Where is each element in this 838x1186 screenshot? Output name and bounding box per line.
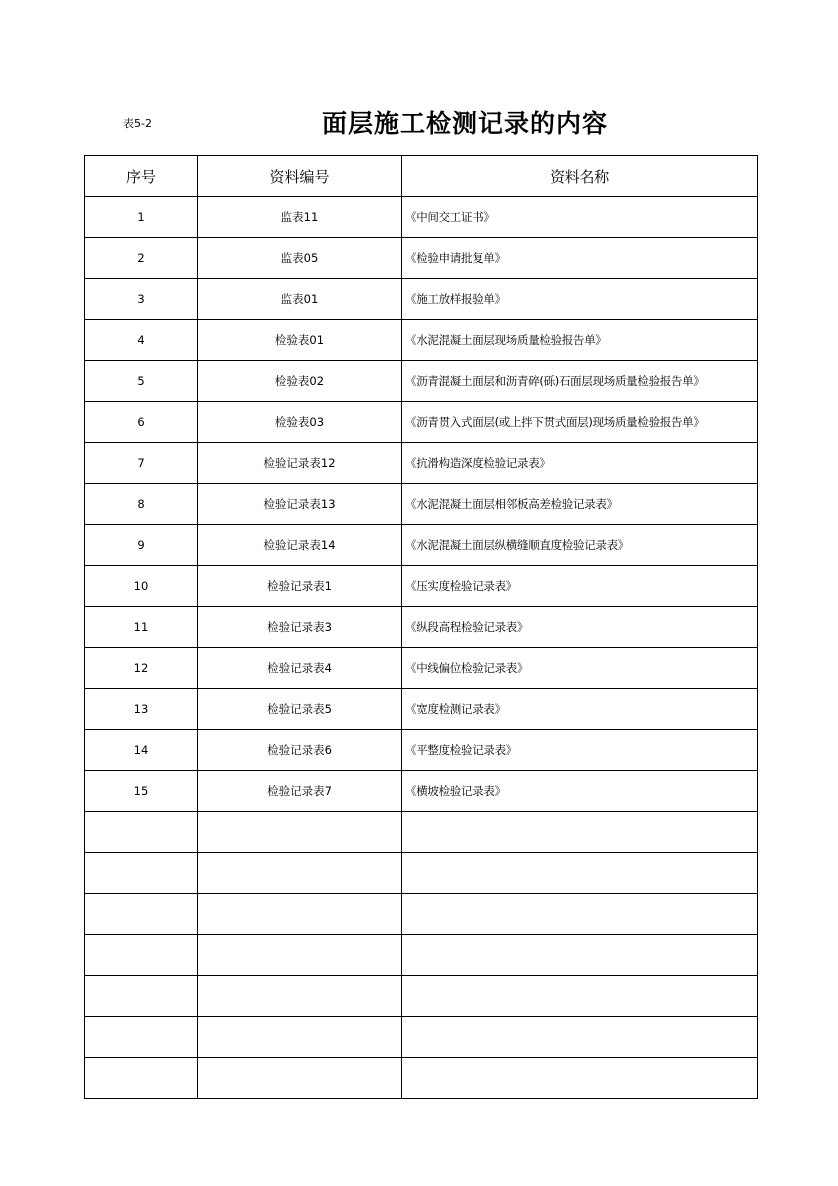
cell-serial: 2	[85, 238, 198, 279]
cell-doc-code: 检验记录表12	[198, 443, 402, 484]
cell-doc-code: 检验表01	[198, 320, 402, 361]
cell-doc-code: 检验记录表1	[198, 566, 402, 607]
table-body	[85, 197, 758, 1099]
cell-serial: 10	[85, 566, 198, 607]
cell-serial: 1	[85, 197, 198, 238]
cell-serial	[85, 1058, 198, 1099]
table-row	[85, 320, 758, 361]
table-row	[85, 1058, 758, 1099]
cell-doc-name: 《横坡检验记录表》	[402, 771, 758, 812]
cell-doc-code	[198, 812, 402, 853]
cell-serial: 7	[85, 443, 198, 484]
cell-serial: 4	[85, 320, 198, 361]
cell-doc-name	[402, 976, 758, 1017]
cell-doc-name: 《压实度检验记录表》	[402, 566, 758, 607]
cell-doc-name	[402, 1017, 758, 1058]
cell-doc-code: 检验记录表3	[198, 607, 402, 648]
table-row	[85, 443, 758, 484]
header-doc-code: 资料编号	[198, 156, 402, 197]
cell-doc-code	[198, 894, 402, 935]
cell-doc-code: 检验记录表7	[198, 771, 402, 812]
cell-doc-name: 《宽度检测记录表》	[402, 689, 758, 730]
table-row	[85, 238, 758, 279]
cell-doc-code	[198, 1017, 402, 1058]
cell-doc-name: 《中线偏位检验记录表》	[402, 648, 758, 689]
table-row	[85, 566, 758, 607]
cell-serial: 13	[85, 689, 198, 730]
table-row	[85, 484, 758, 525]
cell-doc-name: 《沥青混凝土面层和沥青碎(砾)石面层现场质量检验报告单》	[402, 361, 758, 402]
header-row	[85, 156, 758, 197]
cell-doc-name	[402, 853, 758, 894]
cell-serial: 5	[85, 361, 198, 402]
cell-serial: 15	[85, 771, 198, 812]
cell-doc-name: 《检验申请批复单》	[402, 238, 758, 279]
cell-doc-code: 检验记录表4	[198, 648, 402, 689]
table-row	[85, 894, 758, 935]
cell-doc-name	[402, 935, 758, 976]
table-row	[85, 976, 758, 1017]
cell-doc-name: 《沥青贯入式面层(或上拌下贯式面层)现场质量检验报告单》	[402, 402, 758, 443]
table-row	[85, 648, 758, 689]
cell-doc-code: 检验表02	[198, 361, 402, 402]
cell-doc-code	[198, 853, 402, 894]
header-doc-name: 资料名称	[402, 156, 758, 197]
cell-doc-code	[198, 1058, 402, 1099]
cell-doc-code: 监表01	[198, 279, 402, 320]
table-row	[85, 279, 758, 320]
cell-serial	[85, 935, 198, 976]
cell-doc-code: 检验记录表5	[198, 689, 402, 730]
records-table	[84, 155, 758, 1099]
cell-serial: 9	[85, 525, 198, 566]
cell-doc-name	[402, 894, 758, 935]
cell-doc-name: 《中间交工证书》	[402, 197, 758, 238]
table-row	[85, 361, 758, 402]
cell-serial: 3	[85, 279, 198, 320]
table-row	[85, 812, 758, 853]
cell-doc-name: 《施工放样报验单》	[402, 279, 758, 320]
table-row	[85, 771, 758, 812]
cell-doc-name: 《纵段高程检验记录表》	[402, 607, 758, 648]
cell-doc-code: 检验记录表6	[198, 730, 402, 771]
cell-doc-code: 监表05	[198, 238, 402, 279]
table-row	[85, 730, 758, 771]
cell-doc-code	[198, 935, 402, 976]
table-row	[85, 402, 758, 443]
cell-serial: 12	[85, 648, 198, 689]
table-row	[85, 935, 758, 976]
table-row	[85, 853, 758, 894]
page-title: 面层施工检测记录的内容	[322, 109, 609, 138]
cell-serial	[85, 812, 198, 853]
cell-serial: 8	[85, 484, 198, 525]
cell-doc-name: 《水泥混凝土面层相邻板高差检验记录表》	[402, 484, 758, 525]
cell-serial	[85, 894, 198, 935]
cell-doc-code	[198, 976, 402, 1017]
table-row	[85, 197, 758, 238]
header-serial: 序号	[85, 156, 198, 197]
cell-doc-name: 《平整度检验记录表》	[402, 730, 758, 771]
cell-doc-code: 检验记录表14	[198, 525, 402, 566]
cell-serial	[85, 976, 198, 1017]
cell-doc-code: 检验记录表13	[198, 484, 402, 525]
cell-serial	[85, 853, 198, 894]
table-row	[85, 607, 758, 648]
cell-doc-code: 监表11	[198, 197, 402, 238]
table-number: 表5-2	[123, 117, 152, 130]
table-row	[85, 1017, 758, 1058]
cell-doc-name: 《水泥混凝土面层纵横缝顺直度检验记录表》	[402, 525, 758, 566]
cell-doc-name: 《水泥混凝土面层现场质量检验报告单》	[402, 320, 758, 361]
cell-serial: 6	[85, 402, 198, 443]
cell-serial: 14	[85, 730, 198, 771]
table-row	[85, 689, 758, 730]
cell-doc-name	[402, 1058, 758, 1099]
cell-doc-name	[402, 812, 758, 853]
cell-doc-name: 《抗滑构造深度检验记录表》	[402, 443, 758, 484]
cell-serial: 11	[85, 607, 198, 648]
cell-serial	[85, 1017, 198, 1058]
table-row	[85, 525, 758, 566]
cell-doc-code: 检验表03	[198, 402, 402, 443]
